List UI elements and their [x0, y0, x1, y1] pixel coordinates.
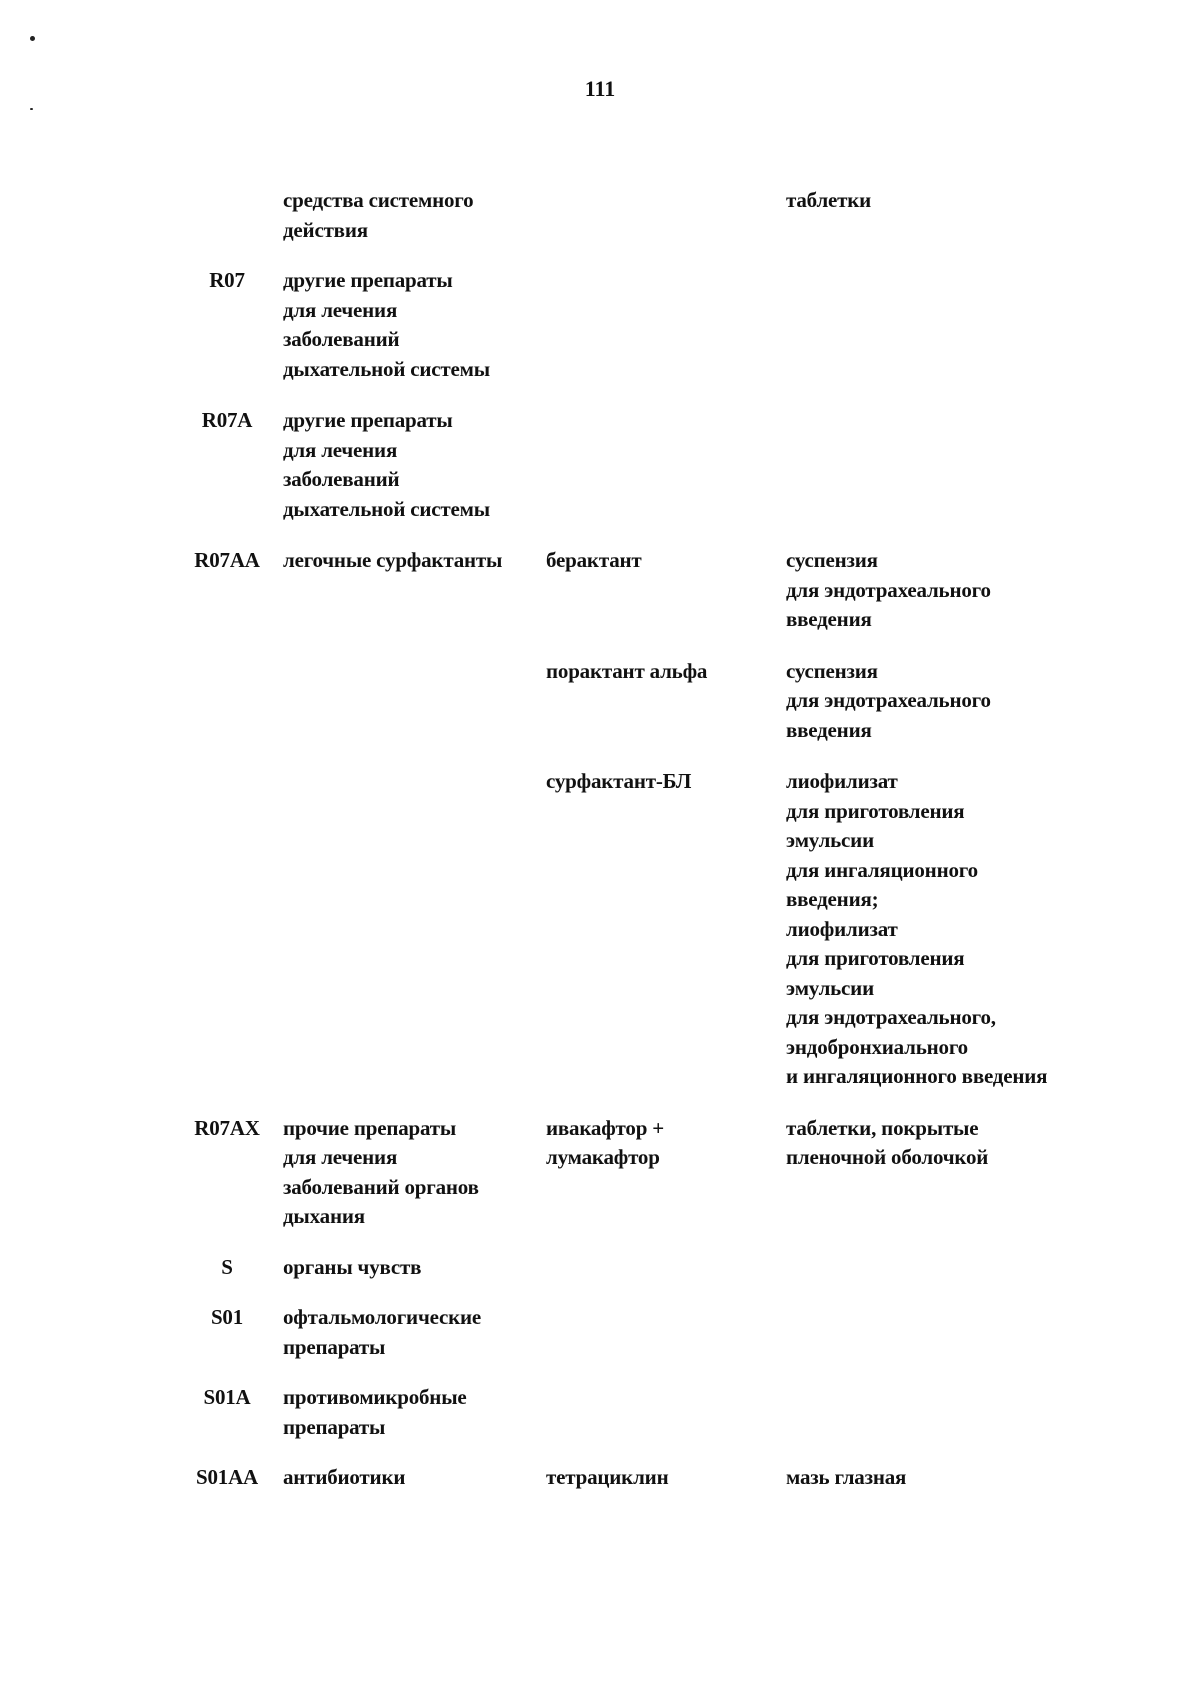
- scan-speck: [30, 36, 35, 41]
- table-row: [0, 546, 1200, 635]
- atc-group-name: противомикробные препараты: [283, 1385, 467, 1439]
- scan-speck: [30, 108, 33, 110]
- drug-table: [0, 186, 1200, 1493]
- table-row: [0, 1463, 1200, 1493]
- table-row: [0, 1383, 1200, 1442]
- atc-code: R07AA: [194, 548, 260, 572]
- dosage-form: таблетки, покрытые пленочной оболочкой: [786, 1115, 989, 1169]
- atc-code: S: [221, 1254, 233, 1279]
- drug-name: ивакафтор + лумакафтор: [546, 1115, 664, 1169]
- atc-group-name: другие препараты для лечения заболеваний дыхательной системы: [283, 408, 490, 521]
- atc-code: R07: [209, 268, 245, 292]
- table-row: [0, 767, 1200, 1092]
- atc-code: R07AX: [194, 1115, 260, 1140]
- drug-name: берактант: [546, 548, 642, 572]
- atc-code: S01A: [203, 1385, 251, 1409]
- dosage-form: суспензия для эндотрахеального введения: [786, 658, 991, 742]
- atc-group-name: офтальмологические препараты: [283, 1305, 482, 1359]
- table-row: [0, 186, 1200, 245]
- atc-group-name: антибиотики: [283, 1465, 406, 1489]
- dosage-form: таблетки: [786, 188, 872, 212]
- atc-group-name: прочие препараты для лечения заболеваний органов дыхания: [283, 1115, 479, 1228]
- table-row: [0, 1303, 1200, 1362]
- page-number: 111: [584, 76, 616, 101]
- table-row: [0, 1114, 1200, 1232]
- atc-code: R07A: [201, 408, 253, 432]
- dosage-form: мазь глазная: [786, 1465, 907, 1489]
- atc-code: S01AA: [195, 1465, 258, 1489]
- table-row: [0, 1253, 1200, 1283]
- drug-name: порактант альфа: [546, 658, 708, 683]
- atc-group-name: другие препараты для лечения заболеваний дыхательной системы: [283, 268, 490, 381]
- atc-group-name: органы чувств: [283, 1254, 422, 1279]
- table-row: [0, 657, 1200, 746]
- dosage-form: лиофилизат для приготовления эмульсии для ингаляционного введения; лиофилизат для приготовления эмульсии для эндотрахеального, эндобронхиального и ингаляционного введения: [786, 769, 1048, 1088]
- table-row: [0, 266, 1200, 384]
- drug-name: сурфактант-БЛ: [546, 769, 692, 793]
- drug-name: тетрациклин: [546, 1465, 669, 1489]
- dosage-form: суспензия для эндотрахеального введения: [786, 548, 991, 631]
- atc-group-name: легочные сурфактанты: [283, 548, 503, 572]
- table-row: [0, 406, 1200, 524]
- atc-code: S01: [210, 1305, 244, 1329]
- atc-group-name: средства системного действия: [283, 188, 474, 242]
